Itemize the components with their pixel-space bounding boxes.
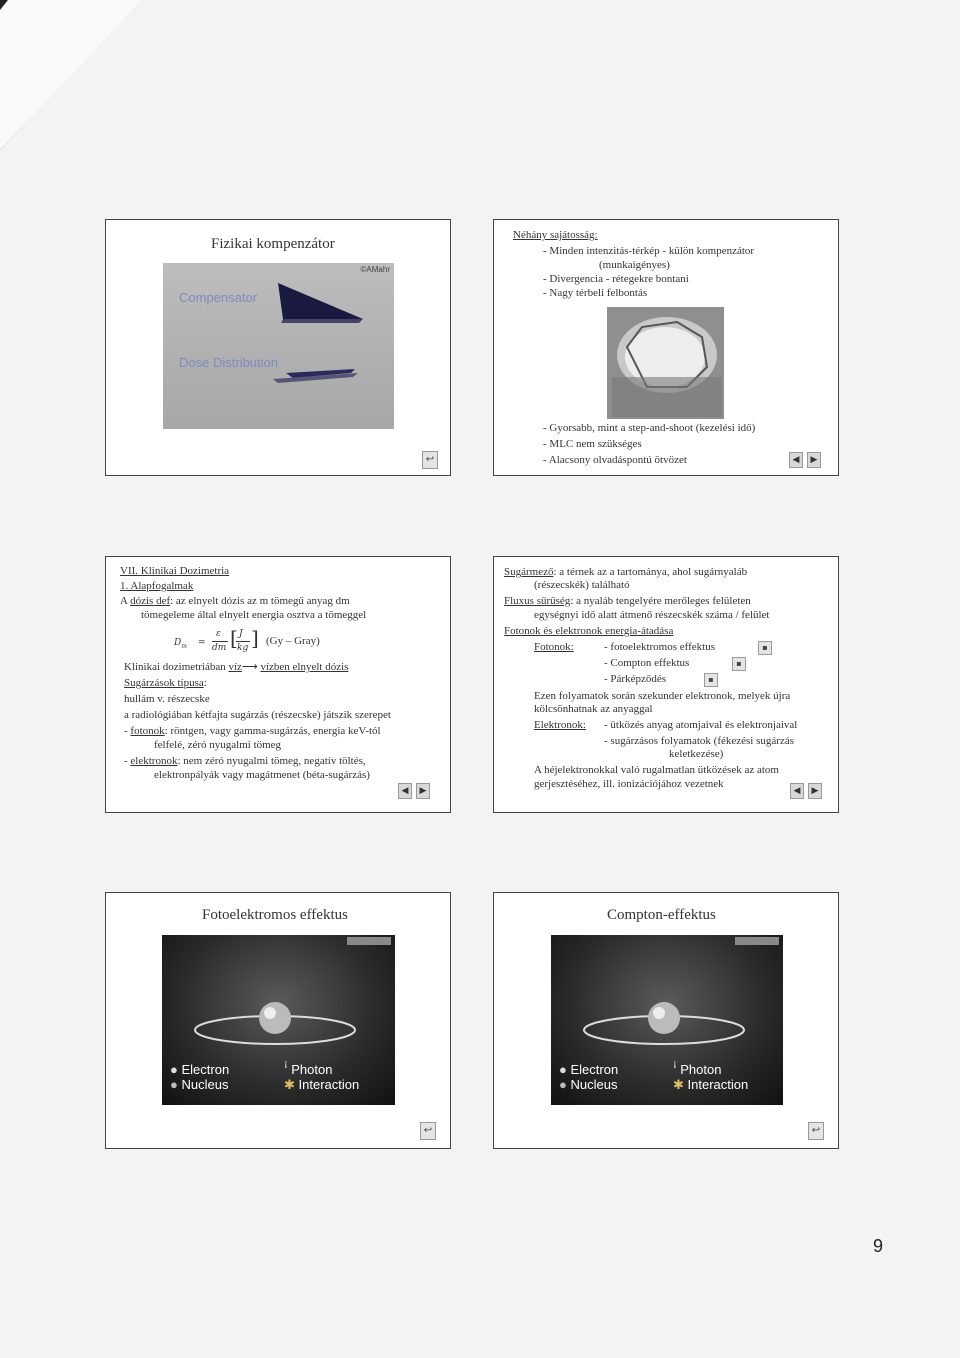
slide-compton-effect [493,892,839,1149]
compton-animation [551,935,783,1105]
photon-definition: - fotonok: röntgen, vagy gamma-sugárzás, energia keV-tól [124,725,381,737]
slide-energy-transfer [493,556,839,813]
photons-label: Fotonok: [534,641,574,653]
compensator-wedge-graphic [163,263,394,429]
next-slide-button[interactable]: ▶ [808,783,822,799]
radiation-field-definition: Sugármező: a térnek az a tartománya, ahol sugárnyaláb [504,566,748,578]
compensator-image [163,263,394,429]
property-line: - Alacsony olvadáspontú ötvözet [543,454,687,466]
slide-physical-compensator [105,219,451,476]
bremsstrahlung-line2: keletkezése) [669,748,724,760]
electron-definition-line2: elektronpályák vagy magátmenet (béta-sugárzás) [154,769,370,781]
dose-formula: $D_m$ = ε dm [ J kg ] (Gy – Gray) [174,626,320,653]
photon-definition-line2: felfelé, zéró nyugalmi tömeg [154,739,282,751]
collision-process: - ütközés anyag atomjaival és elektronjaival [604,719,798,731]
subsection-title: 1. Alapfogalmak [120,580,194,592]
slide-nav [789,452,821,468]
property-line: - Gyorsabb, mint a step-and-shoot (kezelési idő) [543,422,756,434]
animation-legend: ● Electron ● Nucleus [170,1062,230,1092]
compensator-label: Compensator [179,290,258,305]
slide-properties [493,219,839,476]
next-slide-button[interactable]: ▶ [807,452,821,468]
radiology-text: a radiológiában kétfajta sugárzás (részecske) játszik szerepet [124,709,391,721]
slide-clinical-dosimetry [105,556,451,813]
secondary-electrons-line2: kölcsönhatnak az anyaggal [534,703,653,715]
electrons-label: Elektronok: [534,719,586,731]
slide-nav [398,783,430,799]
electron-definition: - elektronok: nem zéró nyugalmi tömeg, negatív töltés, [124,755,366,767]
slide-title: Fotoelektromos effektus [202,907,348,923]
flux-density-definition: Fluxus sűrűség: a nyaláb tengelyére merőleges felületen [504,595,751,607]
radiation-types-title: Sugárzások típusa: [124,677,207,689]
property-line: - Minden intenzitás-térkép - külön kompenzátor [543,245,755,257]
slide-title: Fizikai kompenzátor [211,236,335,252]
bremsstrahlung: - sugárzásos folyamatok (fékezési sugárzás [604,735,794,747]
animation-legend: ꜞ Photon ✱ Interaction [673,1062,749,1092]
prev-slide-button[interactable]: ◀ [398,783,412,799]
compensator-photo [607,307,724,419]
flux-density-line2: egységnyi idő alatt átmenő részecskék száma / felület [534,609,770,621]
properties-heading: Néhány sajátosság: [513,229,598,241]
property-line: (munkaigényes) [599,259,670,271]
section-title: VII. Klinikai Dozimetria [120,565,230,577]
pair-production: - Párképződés [604,673,667,685]
photoelectric-effect: - fotoelektromos effektus [604,641,715,653]
pair-production-link-icon[interactable]: ▪ [704,673,718,687]
image-credit: ©AMahr [360,265,390,274]
compton-effect: - Compton effektus [604,657,690,669]
next-slide-button[interactable]: ▶ [416,783,430,799]
dose-distribution-label: Dose Distribution [179,355,278,370]
photoelectric-link-icon[interactable]: ▪ [758,641,772,655]
folded-corner [0,0,140,150]
animation-legend: ꜞ Photon ✱ Interaction [284,1062,360,1092]
radiation-field-line2: (részecskék) található [534,579,630,591]
dose-definition: A dózis def: az elnyelt dózis az m tömegű anyag dm [120,595,350,607]
shell-electron-collisions: A héjelektronokkal való rugalmatlan ütközések az atom [534,764,779,776]
clinical-water-dose: Klinikai dozimetriában víz⟶ vízben elnyelt dózis [124,661,349,673]
wave-or-particle: hullám v. részecske [124,693,210,705]
secondary-electrons: Ezen folyamatok során szekunder elektronok, melyek újra [534,690,791,702]
property-line: - MLC nem szükséges [543,438,642,450]
slide-photoelectric-effect [105,892,451,1149]
shell-electron-collisions-line2: gerjesztéséhez, ill. ionizációjához vezetnek [534,778,724,790]
property-line: - Nagy térbeli felbontás [543,287,648,299]
prev-slide-button[interactable]: ◀ [790,783,804,799]
animation-legend: ● Electron ● Nucleus [559,1062,619,1092]
photoelectric-animation [162,935,395,1105]
return-button[interactable]: ↩ [808,1122,824,1140]
property-line: - Divergencia - rétegekre bontani [543,273,689,285]
compton-link-icon[interactable]: ▪ [732,657,746,671]
slide-title: Compton-effektus [607,907,716,923]
page-number: 9 [873,1236,884,1256]
return-button[interactable]: ↩ [420,1122,436,1140]
energy-transfer-heading: Fotonok és elektronok energia-átadása [504,625,674,637]
compensator-photo-graphic [607,307,724,419]
return-button[interactable]: ↩ [422,451,438,469]
prev-slide-button[interactable]: ◀ [789,452,803,468]
dose-definition-line2: tömegeleme által elnyelt energia osztva a tömeggel [141,609,367,621]
slide-nav [790,783,822,799]
